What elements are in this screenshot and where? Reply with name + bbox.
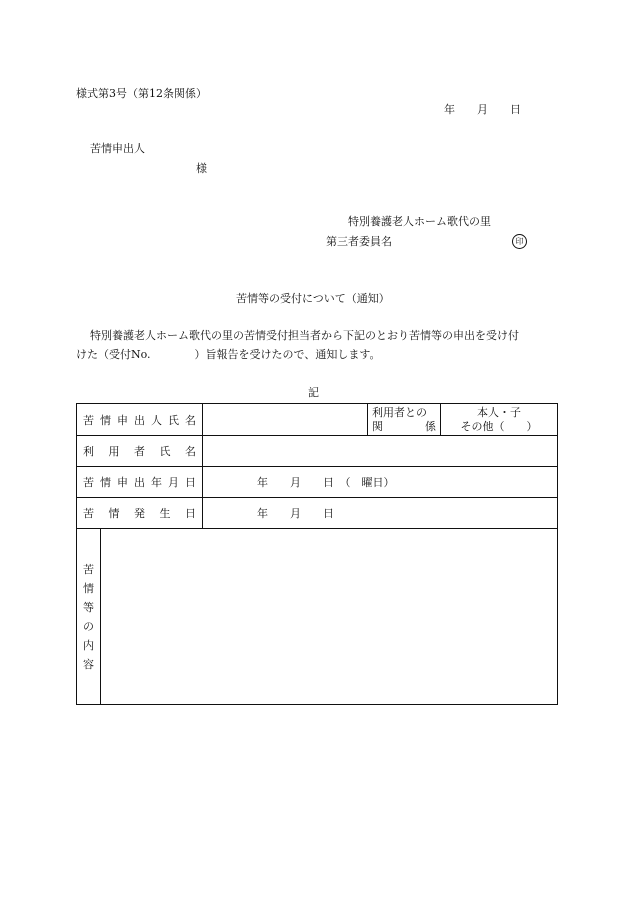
- complaint-content-label: [77, 529, 101, 705]
- sender-org: 特別養護老人ホーム歌代の里: [348, 215, 491, 228]
- complaint-content-field[interactable]: [101, 529, 558, 705]
- user-name-label: 利用者氏名: [77, 436, 203, 467]
- complaint-date-label: 苦情申出年月日: [77, 467, 203, 498]
- table-row: [77, 529, 558, 705]
- occurrence-date-field[interactable]: 年 月 日: [203, 498, 558, 529]
- complainant-name-field[interactable]: [203, 404, 368, 436]
- user-name-field[interactable]: [203, 436, 558, 467]
- form-number: 様式第3号（第12条関係）: [76, 87, 207, 100]
- relation-label-line1: 利用者との: [372, 405, 427, 419]
- sender-title: 第三者委員名: [326, 235, 392, 248]
- vertical-char: 等: [83, 600, 94, 614]
- occurrence-date-label: 苦情発生日: [77, 498, 203, 529]
- ki-heading: 記: [308, 386, 319, 399]
- seal-mark: [512, 234, 527, 249]
- relation-label-part-b: 係: [425, 419, 436, 433]
- relation-option-1: 本人・子: [477, 405, 521, 419]
- relation-label-part-a: 関: [372, 419, 383, 433]
- addressee-label: 苦情申出人: [90, 142, 145, 155]
- document-title: 苦情等の受付について（通知）: [236, 292, 390, 305]
- vertical-char: 情: [83, 581, 94, 595]
- vertical-char: 内: [83, 638, 94, 652]
- relation-options[interactable]: [441, 404, 558, 436]
- table-row: [77, 498, 558, 529]
- table-row: [77, 436, 558, 467]
- complainant-name-label: 苦情申出人氏名: [77, 404, 203, 436]
- date-line: 年 月 日: [444, 103, 521, 116]
- table-row: [77, 467, 558, 498]
- relation-option-2: その他（ ）: [460, 419, 538, 433]
- vertical-char: の: [83, 619, 94, 633]
- relation-label-line2: [372, 420, 436, 434]
- seal-char: 印: [515, 237, 524, 246]
- body-line-2: けた（受付No. ）旨報告を受けたので、通知します。: [76, 348, 381, 361]
- relation-label: [368, 404, 441, 436]
- complaint-record-table: [76, 403, 558, 705]
- addressee-honorific: 様: [196, 162, 207, 175]
- vertical-char: 苦: [83, 562, 94, 576]
- complaint-date-field[interactable]: 年 月 日 （ 曜日）: [203, 467, 558, 498]
- body-line-1: 特別養護老人ホーム歌代の里の苦情受付担当者から下記のとおり苦情等の申出を受け付: [90, 329, 519, 342]
- table-row: [77, 404, 558, 436]
- vertical-char: 容: [83, 657, 94, 671]
